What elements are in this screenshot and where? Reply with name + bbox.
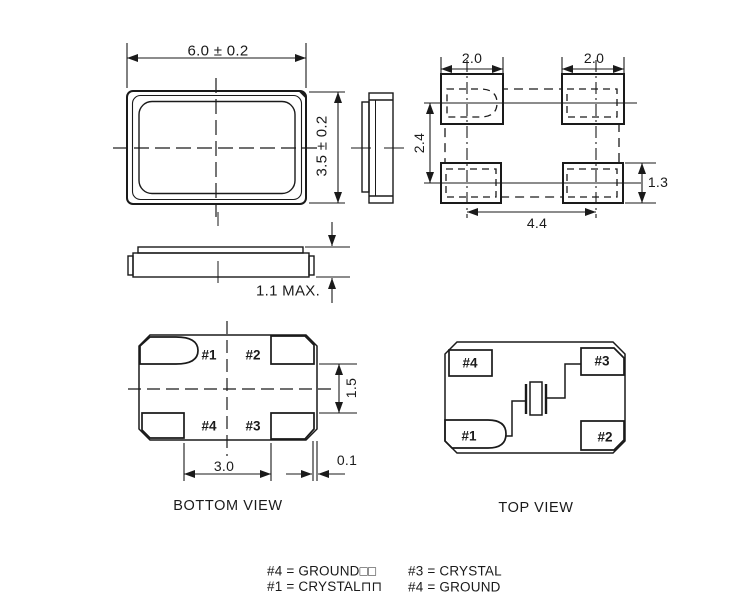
crystal-connection-pad3 (547, 364, 581, 398)
crystal-connection-pad1 (506, 401, 525, 436)
bottom-view-pad4-label: #4 (201, 418, 217, 434)
dim-label-edge-offset: 0.1 (336, 452, 358, 468)
dim-label-thickness: 1.1 MAX. (255, 282, 321, 300)
land-pattern-view (424, 57, 656, 218)
dim-label-pad-width-left: 2.0 (461, 50, 483, 66)
legend-row2-left: #1 = CRYSTAL⊓⊓ (267, 579, 383, 594)
top-view-pad1-label: #1 (461, 428, 477, 444)
bottom-view-pad2-label: #2 (245, 347, 261, 363)
dim-label-row-pitch: 2.4 (411, 132, 427, 154)
bottom-view-pad3-label: #3 (245, 418, 261, 434)
top-view-pad4-label: #4 (462, 355, 478, 371)
dim-label-pad-gap: 1.5 (343, 377, 359, 399)
top-view-pad3-label: #3 (594, 353, 610, 369)
top-view-caption: TOP VIEW (498, 500, 574, 516)
bottom-view-drawing (128, 321, 357, 481)
bottom-view-pad1-label: #1 (201, 347, 217, 363)
dim-label-width: 6.0 ± 0.2 (187, 42, 249, 60)
package-outline-view (113, 43, 345, 217)
dim-label-height: 3.5 ± 0.2 (313, 115, 331, 177)
crystal-symbol (526, 382, 546, 415)
bottom-pad-4 (142, 413, 184, 438)
top-view-pad2-label: #2 (597, 429, 613, 445)
bottom-pad-1 (140, 337, 198, 364)
legend-row2-right: #4 = GROUND (408, 579, 501, 595)
bottom-pad-3 (271, 413, 314, 439)
dim-label-column-pitch: 4.4 (526, 215, 548, 231)
bottom-view-caption: BOTTOM VIEW (173, 498, 283, 514)
bottom-view-outline (139, 335, 317, 440)
legend-row1-right: #3 = CRYSTAL (408, 563, 502, 579)
dim-label-pad-height: 1.3 (647, 174, 669, 190)
legend-row1-left: #4 = GROUND□□ (267, 563, 377, 579)
dim-label-inner-span: 3.0 (213, 458, 235, 474)
package-side-view-narrow (351, 93, 404, 203)
dim-label-pad-width-right: 2.0 (583, 50, 605, 66)
bottom-pad-2 (271, 336, 314, 364)
